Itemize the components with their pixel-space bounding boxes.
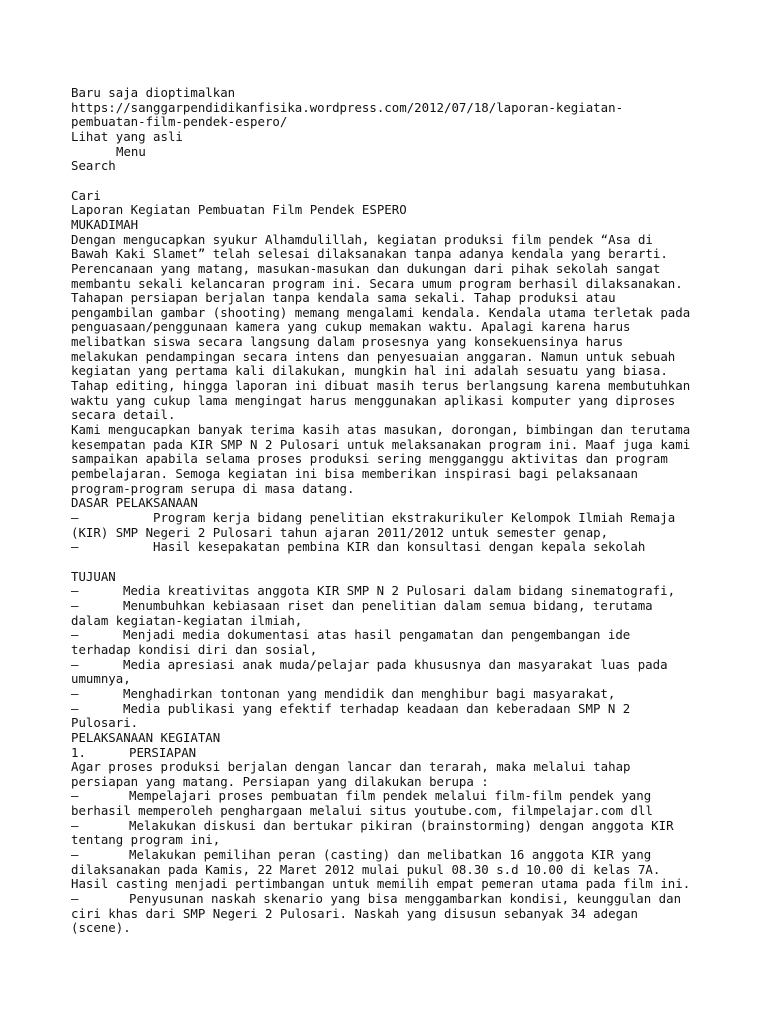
list-item — [71, 658, 702, 673]
search-input[interactable]: Cari — [71, 187, 101, 203]
list-item-text: Penyusunan naskah skenario yang bisa menggambarkan kondisi, keunggulan dan — [129, 891, 682, 907]
list-item-continuation: Pulosari. — [71, 715, 139, 731]
list-item — [71, 628, 702, 643]
list-item — [71, 599, 702, 614]
paragraph-line: Kami mengucapkan banyak terima kasih atas masukan, dorongan, bimbingan dan terutama — [71, 422, 691, 438]
list-item — [71, 892, 702, 907]
paragraph-line: persiapan yang matang. Persiapan yang dilakukan berupa : — [71, 773, 489, 789]
paragraph-line: Tahap editing, hingga laporan ini dibuat masih terus berlangsung karena membutuhkan — [71, 378, 691, 394]
dash-bullet: – — [71, 847, 79, 863]
paragraph-line: pengambilan gambar (shooting) memang mengalami kendala. Kendala utama terletak pada — [71, 304, 691, 320]
source-url-link-cont[interactable]: pembuatan-film-pendek-espero/ — [71, 114, 288, 130]
list-item-text: Hasil kesepakatan pembina KIR dan konsultasi dengan kepala sekolah — [153, 539, 646, 555]
heading-tujuan: TUJUAN — [71, 568, 116, 584]
list-item-continuation: dalam kegiatan-kegiatan ilmiah, — [71, 612, 303, 628]
source-url-link[interactable]: https://sanggarpendidikanfisika.wordpress.com/2012/07/18/laporan-kegiatan- — [71, 99, 624, 115]
persiapan-intro — [71, 760, 702, 789]
list-item-text: Melakukan diskusi dan bertukar pikiran (brainstorming) dengan anggota KIR — [129, 817, 674, 833]
list-item — [71, 687, 702, 702]
dash-bullet: – — [71, 583, 79, 599]
list-item — [71, 702, 702, 717]
dash-bullet: – — [71, 685, 79, 701]
list-item — [71, 819, 702, 834]
list-item-continuation: terhadap kondisi diri dan sosial, — [71, 641, 318, 657]
list-item-text: Menghadirkan tontonan yang mendidik dan menghibur bagi masyarakat, — [123, 685, 616, 701]
menu-button[interactable]: Menu — [116, 143, 146, 159]
heading-pelaksanaan-kegiatan: PELAKSANAAN KEGIATAN — [71, 729, 221, 745]
list-item-continuation: ciri khas dari SMP Negeri 2 Pulosari. Naskah yang disusun sebanyak 34 adegan — [71, 905, 638, 921]
subheading-number: 1. — [71, 744, 86, 760]
list-item-continuation: berhasil memperoleh penghargaan melalui situs youtube.com, filmpelajar.com dll — [71, 803, 653, 819]
list-item-text: Media apresiasi anak muda/pelajar pada khususnya dan masyarakat luas pada — [123, 656, 668, 672]
paragraph-line: Dengan mengucapkan syukur Alhamdulillah, kegiatan produksi film pendek “Asa di — [71, 231, 653, 247]
list-item-continuation: umumnya, — [71, 671, 131, 687]
article-title: Laporan Kegiatan Pembuatan Film Pendek ESPERO — [71, 202, 407, 218]
list-item — [71, 540, 702, 555]
persiapan-list — [71, 789, 702, 936]
paragraph-line: melakukan pendampingan secara intens dan penyesuaian anggaran. Namun untuk sebuah — [71, 348, 676, 364]
dash-bullet: – — [71, 891, 79, 907]
view-original-link[interactable]: Lihat yang asli — [71, 128, 183, 144]
paragraph-line: kegiatan yang pertama kali dilakukan, mungkin hal ini adalah sesuatu yang biasa. — [71, 363, 668, 379]
list-item — [71, 848, 702, 863]
paragraph-line: Tahapan persiapan berjalan tanpa kendala sama sekali. Tahap produksi atau — [71, 290, 616, 306]
search-button[interactable]: Search — [71, 158, 116, 174]
dash-bullet: – — [71, 700, 79, 716]
paragraph-line: Agar proses produksi berjalan dengan lancar dan terarah, maka melalui tahap — [71, 759, 631, 775]
paragraph-line: kesempatan pada KIR SMP N 2 Pulosari untuk melaksanakan program ini. Maaf juga kami — [71, 436, 691, 452]
list-item-text: Media publikasi yang efektif terhadap keadaan dan keberadaan SMP N 2 — [123, 700, 631, 716]
paragraph-line: pembelajaran. Semoga kegiatan ini bisa memberikan inspirasi bagi pelaksanaan — [71, 466, 638, 482]
source-url-line-1[interactable] — [71, 101, 702, 116]
paragraph-line: Bawah Kaki Slamet” telah selesai dilaksanakan tanpa adanya kendala yang berarti. — [71, 246, 668, 262]
list-item-text: Mempelajari proses pembuatan film pendek melalui film-film pendek yang — [129, 788, 652, 804]
dash-bullet: – — [71, 817, 79, 833]
list-item — [71, 511, 702, 526]
list-item-continuation: tentang program ini, — [71, 832, 221, 848]
heading-mukadimah: MUKADIMAH — [71, 216, 139, 232]
subheading-title: PERSIAPAN — [129, 744, 197, 760]
paragraph-line: program-program serupa di masa datang. — [71, 480, 355, 496]
paragraph-line: Perencanaan yang matang, masukan-masukan dan dukungan dari pihak sekolah sangat — [71, 260, 661, 276]
list-item-continuation: dilaksanakan pada Kamis, 22 Maret 2012 mulai pukul 08.30 s.d 10.00 di kelas 7A. — [71, 861, 661, 877]
mukadimah-body — [71, 233, 702, 497]
paragraph-line: membantu sekali kelancaran program ini. Secara umum program berhasil dilaksanakan. — [71, 275, 683, 291]
paragraph-line: penguasaan/penggunaan kamera yang cukup memakan waktu. Apalagi karena harus — [71, 319, 631, 335]
dash-bullet: – — [71, 539, 79, 555]
list-item-continuation: Hasil casting menjadi pertimbangan untuk memilih empat pemeran utama pada film ini. — [71, 876, 691, 892]
spacer — [71, 555, 702, 570]
dasar-list — [71, 511, 702, 555]
heading-dasar-pelaksanaan: DASAR PELAKSANAAN — [71, 495, 198, 511]
list-item-continuation: (scene). — [71, 920, 131, 936]
dash-bullet: – — [71, 788, 79, 804]
list-item-text: Melakukan pemilihan peran (casting) dan melibatkan 16 anggota KIR yang — [129, 847, 652, 863]
paragraph-line: secara detail. — [71, 407, 176, 423]
dash-bullet: – — [71, 627, 79, 643]
source-url-line-2[interactable] — [71, 115, 702, 130]
dash-bullet: – — [71, 510, 79, 526]
paragraph-line: melibatkan siswa secara langsung dalam prosesnya yang konsekuensinya harus — [71, 334, 624, 350]
tujuan-list — [71, 584, 702, 731]
list-item-continuation: (KIR) SMP Negeri 2 Pulosari tahun ajaran 2011/2012 untuk semester genap, — [71, 524, 609, 540]
optimized-notice: Baru saja dioptimalkan — [71, 85, 236, 100]
list-item-text: Menjadi media dokumentasi atas hasil pengamatan dan pengembangan ide — [123, 627, 631, 643]
list-item-text: Menumbuhkan kebiasaan riset dan penelitian dalam semua bidang, terutama — [123, 597, 653, 613]
dash-bullet: – — [71, 656, 79, 672]
list-item-text: Program kerja bidang penelitian ekstrakurikuler Kelompok Ilmiah Remaja — [153, 510, 676, 526]
paragraph-line: waktu yang cukup lama mengingat harus menggunakan aplikasi komputer yang diproses — [71, 392, 676, 408]
list-item — [71, 584, 702, 599]
list-item — [71, 789, 702, 804]
paragraph-line: sampaikan apabila selama proses produksi sering mengganggu aktivitas dan program — [71, 451, 668, 467]
dash-bullet: – — [71, 597, 79, 613]
list-item-text: Media kreativitas anggota KIR SMP N 2 Pulosari dalam bidang sinematografi, — [123, 583, 676, 599]
subheading-persiapan — [71, 746, 702, 761]
spacer — [71, 174, 702, 189]
